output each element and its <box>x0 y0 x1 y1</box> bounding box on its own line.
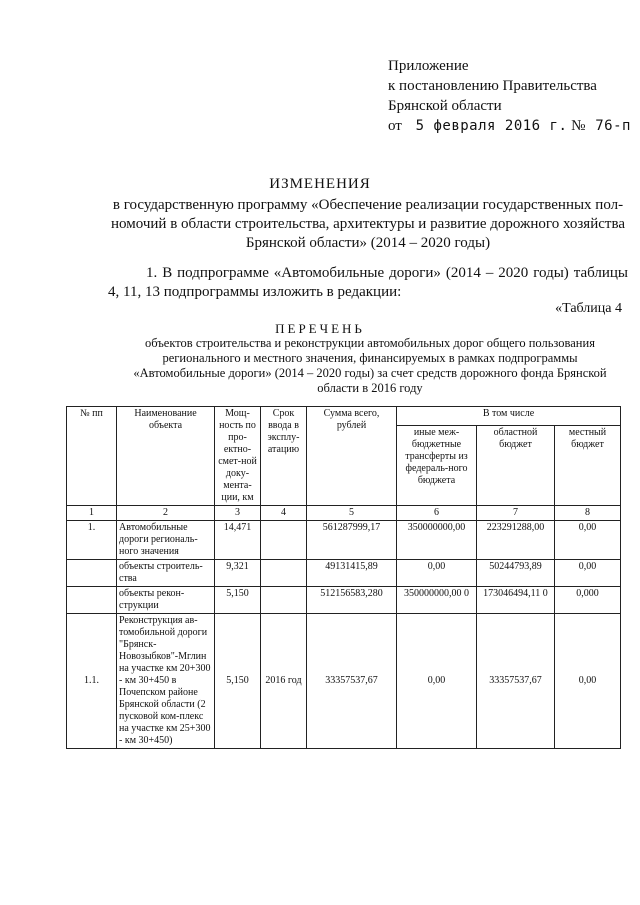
col-number: 2 <box>117 506 215 521</box>
cell-name: объекты строитель-ства <box>117 560 215 587</box>
cell-num <box>67 560 117 587</box>
cell-power: 5,150 <box>215 587 261 614</box>
cell-federal: 0,00 <box>397 614 477 749</box>
header-sum: Сумма всего, рублей <box>307 407 397 506</box>
cell-num <box>67 587 117 614</box>
header-num: № пп <box>67 407 117 506</box>
cell-term <box>261 587 307 614</box>
cell-regional: 173046494,11 0 <box>477 587 555 614</box>
cell-term: 2016 год <box>261 614 307 749</box>
col-number: 7 <box>477 506 555 521</box>
cell-name: Реконструкция ав-томобильной дороги "Брянск-Новозыбков"-Мглин на участке км 20+300 - км 30+450 в Почепском районе Брянской области (2 пусковой ком-плекс на участке км 25+300 - км 30+450) <box>117 614 215 749</box>
cell-federal: 350000000,00 <box>397 521 477 560</box>
approval-date-line <box>388 116 631 136</box>
cell-power: 9,321 <box>215 560 261 587</box>
col-number: 3 <box>215 506 261 521</box>
approval-line-2: к постановлению Правительства <box>388 78 597 94</box>
table-row <box>67 521 621 560</box>
header-federal: иные меж-бюджетные трансферты из федераль-ного бюджета <box>397 426 477 506</box>
approval-line-3: Брянской области <box>388 98 502 114</box>
cell-regional: 50244793,89 <box>477 560 555 587</box>
cell-power: 5,150 <box>215 614 261 749</box>
table-row <box>67 614 621 749</box>
document-title: ИЗМЕНЕНИЯ <box>269 176 371 192</box>
cell-local: 0,00 <box>555 521 621 560</box>
document-subtitle: в государственную программу «Обеспечение реализации государственных пол-номочий в области строительства, архитектуры и развитие дорожного хозяйства Брянской области» (2014 – 2020 годы) <box>111 197 625 251</box>
cell-regional: 33357537,67 <box>477 614 555 749</box>
cell-num: 1.1. <box>67 614 117 749</box>
header-term: Срок ввода в эксплу-атацию <box>261 407 307 506</box>
header-name: Наименование объекта <box>117 407 215 506</box>
cell-num: 1. <box>67 521 117 560</box>
date-prefix: от <box>388 118 402 134</box>
cell-sum: 512156583,280 <box>307 587 397 614</box>
cell-power: 14,471 <box>215 521 261 560</box>
cell-regional: 223291288,00 <box>477 521 555 560</box>
col-number: 5 <box>307 506 397 521</box>
approval-block <box>388 56 631 136</box>
paragraph-1: 1. В подпрограмме «Автомобильные дороги» (2014 – 2020 годы) таблицы 4, 11, 13 подпрограммы изложить в редакции: <box>108 265 628 300</box>
cell-name: Автомобильные дороги региональ-ного значения <box>117 521 215 560</box>
cell-local: 0,00 <box>555 560 621 587</box>
header-regional: областной бюджет <box>477 426 555 506</box>
approval-line-1: Приложение <box>388 58 469 74</box>
cell-sum: 561287999,17 <box>307 521 397 560</box>
table-row <box>67 560 621 587</box>
list-subtitle: объектов строительства и реконструкции автомобильных дорог общего пользования регионального и местного значения, финансируемых в рамках подпрограммы «Автомобильные дороги» (2014 – 2020 годы) за счет средств дорожного фонда Брянской области в 2016 году <box>133 336 607 395</box>
objects-table <box>66 406 621 749</box>
col-number: 4 <box>261 506 307 521</box>
cell-sum: 33357537,67 <box>307 614 397 749</box>
header-power: Мощ-ность по про-ектно-смет-ной доку-мента-ции, км <box>215 407 261 506</box>
cell-sum: 49131415,89 <box>307 560 397 587</box>
header-including: В том числе <box>397 407 621 426</box>
cell-federal: 0,00 <box>397 560 477 587</box>
cell-term <box>261 521 307 560</box>
cell-term <box>261 560 307 587</box>
table-row <box>67 587 621 614</box>
table-reference: «Таблица 4 <box>555 301 622 316</box>
col-number: 6 <box>397 506 477 521</box>
number-sign: № <box>571 118 586 134</box>
cell-local: 0,00 <box>555 614 621 749</box>
col-number: 8 <box>555 506 621 521</box>
list-title: ПЕРЕЧЕНЬ <box>275 321 365 336</box>
cell-federal: 350000000,00 0 <box>397 587 477 614</box>
header-local: местный бюджет <box>555 426 621 506</box>
date-value: 5 февраля 2016 г. <box>415 118 568 134</box>
column-number-row <box>67 506 621 521</box>
cell-name: объекты рекон-струкции <box>117 587 215 614</box>
cell-local: 0,000 <box>555 587 621 614</box>
col-number: 1 <box>67 506 117 521</box>
number-value: 76-п <box>595 118 631 134</box>
